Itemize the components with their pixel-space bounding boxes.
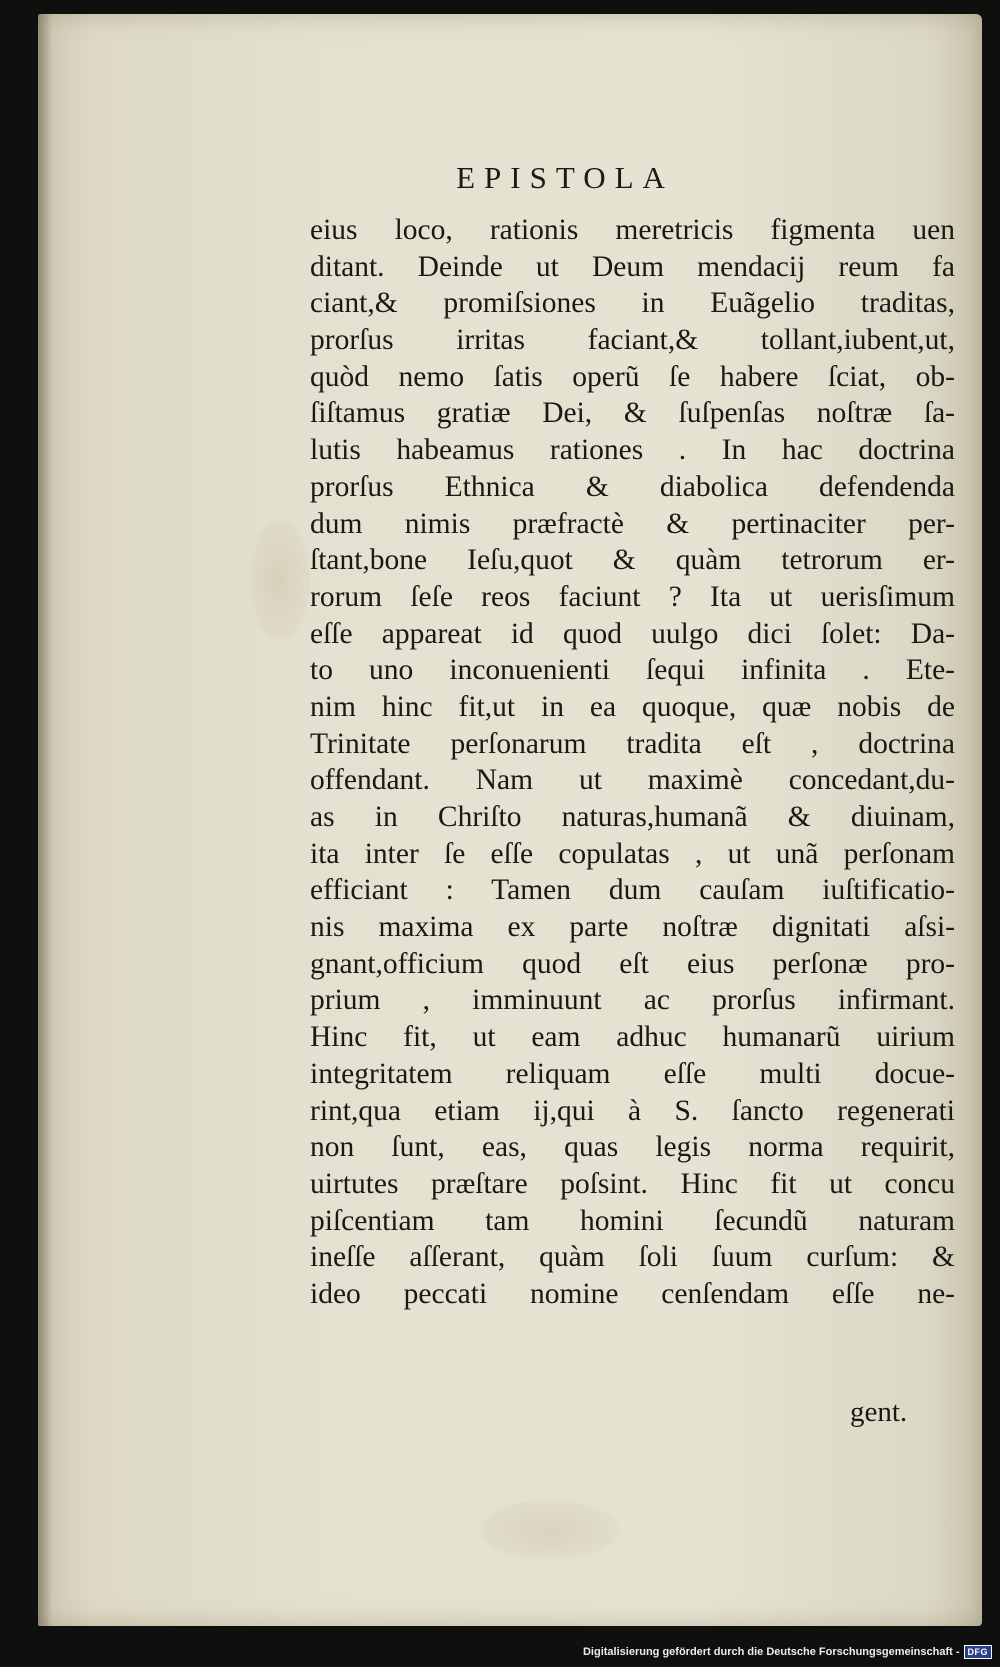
text-line: rorum ſeſe reos faciunt ? Ita ut uerisſimum	[310, 580, 955, 613]
text-line: ita inter ſe eſſe copulatas , ut unã perſonam	[310, 837, 955, 870]
text-line: prium , imminuunt ac prorſus infirmant.	[310, 984, 955, 1017]
text-line: uirtutes præſtare poſsint. Hinc fit ut concu	[310, 1167, 955, 1200]
text-line: Trinitate perſonarum tradita eſt , doctrina	[310, 727, 955, 760]
text-line: nim hinc fit,ut in ea quoque, quæ nobis de	[310, 690, 955, 723]
text-line: eius loco, rationis meretricis figmenta uen	[310, 214, 955, 246]
running-header: EPISTOLA	[456, 160, 674, 195]
page-gutter-shadow	[38, 14, 52, 1626]
text-line: ſiſtamus gratiæ Dei, & ſuſpenſas noſtræ ſa-	[310, 397, 955, 430]
text-line: efficiant : Tamen dum cauſam iuſtificatio-	[310, 874, 955, 907]
text-line: gnant,officium quod eſt eius perſonæ pro-	[310, 947, 955, 980]
text-line: ditant. Deinde ut Deum mendacij reum fa	[310, 250, 955, 283]
text-line: ineſſe aſſerant, quàm ſoli ſuum curſum: &	[310, 1241, 955, 1274]
text-line: dum nimis præfractè & pertinaciter per-	[310, 507, 955, 540]
text-line: ciant,& promiſsiones in Euãgelio traditas,	[310, 287, 955, 320]
body-text	[310, 212, 955, 1313]
paper-stain	[250, 520, 310, 640]
text-line: eſſe appareat id quod uulgo dici ſolet: Da-	[310, 617, 955, 650]
text-line: integritatem reliquam eſſe multi docue-	[310, 1057, 955, 1090]
text-line: rint,qua etiam ij,qui à S. ſancto regenerati	[310, 1094, 955, 1127]
paper-stain	[480, 1500, 620, 1560]
footer-text: Digitalisierung gefördert durch die Deutsche Forschungsgemeinschaft -	[582, 1646, 960, 1658]
text-line: lutis habeamus rationes . In hac doctrina	[310, 434, 955, 467]
text-line: to uno inconuenienti ſequi infinita . Ete-	[310, 654, 955, 687]
text-line: as in Chriſto naturas,humanã & diuinam,	[310, 801, 955, 833]
catchword: gent.	[850, 1396, 908, 1428]
digitization-footer	[583, 1641, 992, 1663]
text-line: non ſunt, eas, quas legis norma requirit,	[310, 1131, 955, 1164]
text-line: piſcentiam tam homini ſecundũ naturam	[310, 1204, 955, 1237]
text-line: nis maxima ex parte noſtræ dignitati aſsi-	[310, 911, 955, 944]
text-line: prorſus Ethnica & diabolica defendenda	[310, 470, 955, 503]
text-line: prorſus irritas faciant,& tollant,iubent,ut,	[310, 324, 955, 357]
text-line: ideo peccati nomine cenſendam eſſe ne-	[310, 1277, 955, 1310]
text-line: offendant. Nam ut maximè concedant,du-	[310, 764, 955, 797]
text-line: ſtant,bone Ieſu,quot & quàm tetrorum er-	[310, 544, 955, 577]
text-line: Hinc fit, ut eam adhuc humanarũ uirium	[310, 1021, 955, 1054]
dfg-logo-icon: DFG	[964, 1645, 993, 1659]
text-line: quòd nemo ſatis operũ ſe habere ſciat, ob-	[310, 360, 955, 393]
